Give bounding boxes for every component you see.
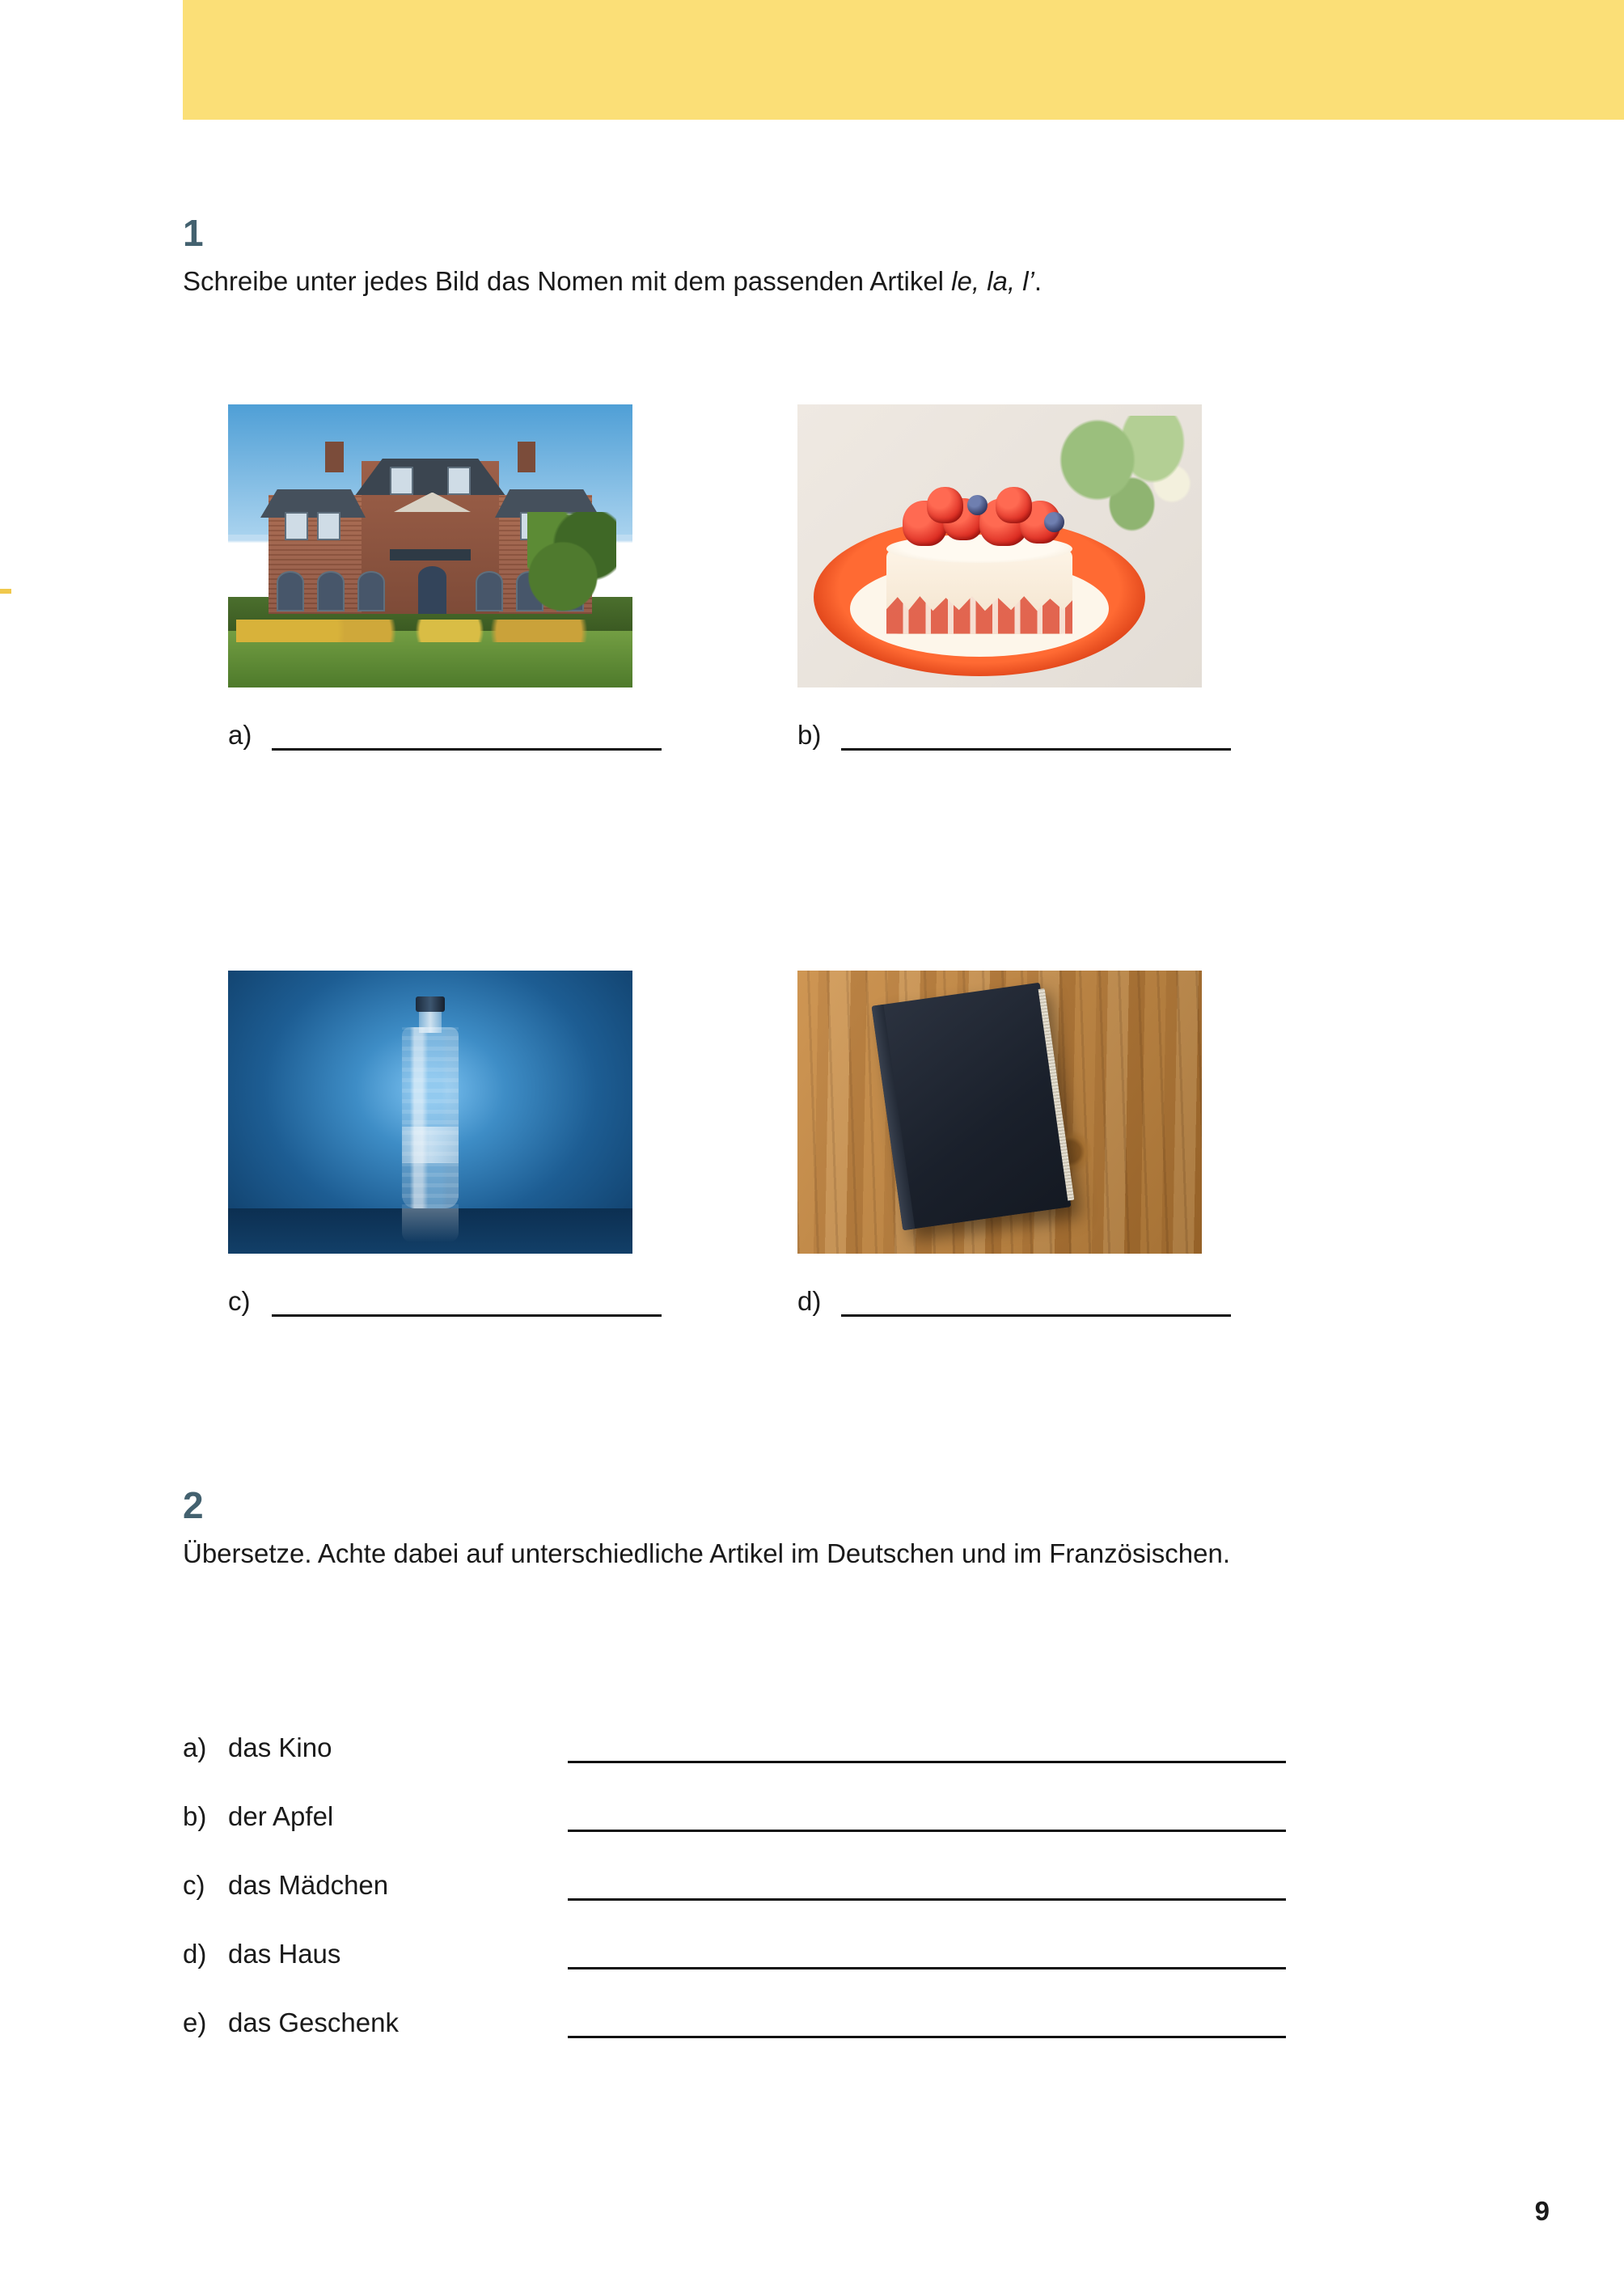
- exercise-2-answer-line-e[interactable]: [568, 2012, 1286, 2038]
- exercise-2-row-d: [183, 1901, 1286, 1969]
- exercise-2-label-b: b): [183, 1801, 207, 1831]
- exercise-1-item-d: [797, 971, 1202, 1316]
- exercise-2-answer-line-a[interactable]: [568, 1737, 1286, 1763]
- exercise-2-label-a: a): [183, 1732, 207, 1762]
- exercise-1-number: 1: [183, 212, 205, 254]
- exercise-1-instruction-period: .: [1034, 266, 1042, 296]
- exercise-1-item-b: [797, 404, 1202, 750]
- exercise-1-label-d: d): [797, 1286, 822, 1316]
- strawberry-cake-photo: [797, 404, 1202, 687]
- exercise-1-instruction-text: Schreibe unter jedes Bild das Nomen mit dem passenden Artikel: [183, 266, 952, 296]
- exercise-1-instruction: [183, 263, 1042, 301]
- exercise-2-answer-line-c[interactable]: [568, 1874, 1286, 1901]
- exercise-1-answer-line-a[interactable]: [272, 721, 662, 751]
- page-number: 9: [1534, 2196, 1550, 2226]
- exercise-1-answer-c: [228, 1286, 662, 1317]
- exercise-2-label-d: d): [183, 1939, 207, 1969]
- exercise-2-row-e: [183, 1969, 1286, 2038]
- exercise-1-answer-a: [228, 720, 662, 751]
- exercise-2-row-c: [183, 1832, 1286, 1901]
- book-photo: [797, 971, 1202, 1254]
- exercise-2: [183, 1484, 1231, 1573]
- exercise-1-item-c: [228, 971, 632, 1316]
- exercise-2-label-e: e): [183, 2007, 207, 2037]
- exercise-1-answer-line-c[interactable]: [272, 1287, 662, 1317]
- exercise-2-row-a: [183, 1694, 1286, 1763]
- exercise-2-label-c: c): [183, 1870, 205, 1900]
- exercise-2-list: [183, 1694, 1286, 2038]
- exercise-2-term-e: das Geschenk: [228, 2007, 399, 2037]
- exercise-1-label-b: b): [797, 720, 822, 750]
- left-bleed-mark: [0, 589, 11, 594]
- exercise-1-instruction-articles: le, la, l’: [951, 266, 1034, 296]
- exercise-2-answer-line-b[interactable]: [568, 1805, 1286, 1832]
- exercise-1-picture-grid: [183, 404, 1412, 1399]
- exercise-2-number: 2: [183, 1484, 205, 1526]
- exercise-1-answer-line-d[interactable]: [841, 1287, 1231, 1317]
- house-photo: [228, 404, 632, 687]
- exercise-1-label-a: a): [228, 720, 252, 750]
- water-bottle-photo: [228, 971, 632, 1254]
- top-banner: [183, 0, 1624, 120]
- exercise-2-term-b: der Apfel: [228, 1801, 334, 1831]
- exercise-1-answer-d: [797, 1286, 1231, 1317]
- exercise-1-item-a: [228, 404, 632, 750]
- exercise-1-answer-b: [797, 720, 1231, 751]
- exercise-2-row-b: [183, 1763, 1286, 1832]
- exercise-2-instruction: Übersetze. Achte dabei auf unterschiedliche Artikel im Deutschen und im Französischen.: [183, 1538, 1231, 1568]
- exercise-1-answer-line-b[interactable]: [841, 721, 1231, 751]
- exercise-1-label-c: c): [228, 1286, 251, 1316]
- exercise-1: [183, 214, 1042, 301]
- exercise-2-term-d: das Haus: [228, 1939, 341, 1969]
- exercise-2-answer-line-d[interactable]: [568, 1943, 1286, 1969]
- exercise-2-term-a: das Kino: [228, 1732, 332, 1762]
- exercise-2-term-c: das Mädchen: [228, 1870, 389, 1900]
